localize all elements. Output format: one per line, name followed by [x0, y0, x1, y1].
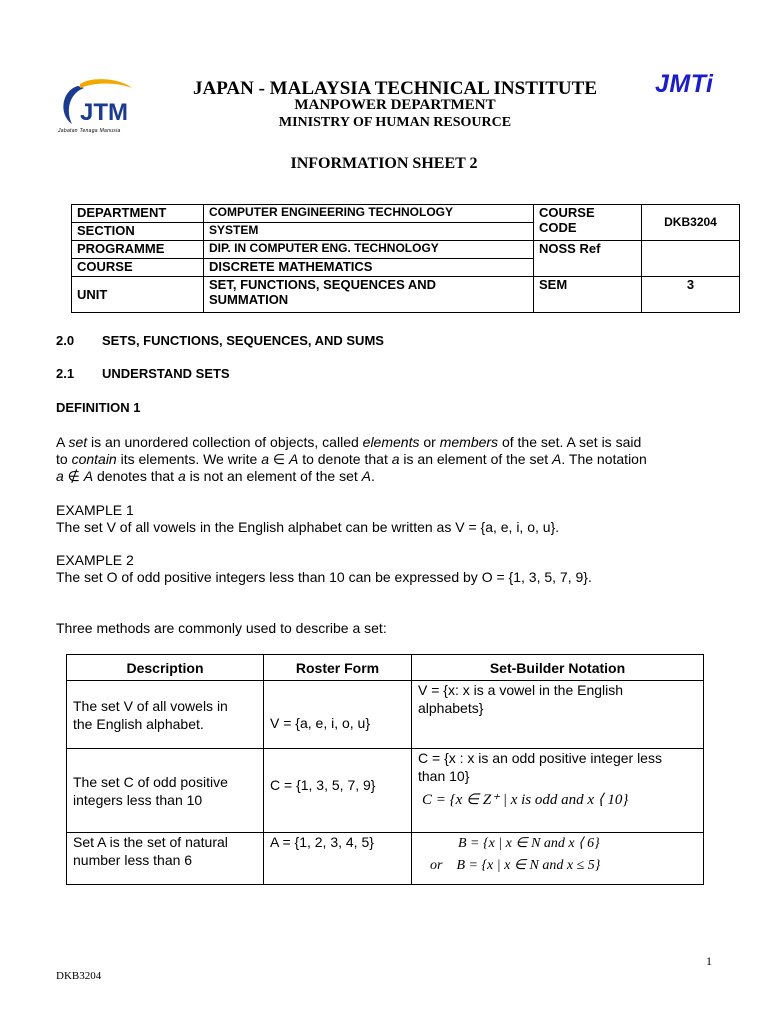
unit-value: SET, FUNCTIONS, SEQUENCES AND SUMMATION	[204, 277, 534, 313]
department-name: MANPOWER DEPARTMENT	[294, 97, 496, 113]
table-row	[67, 833, 704, 885]
noss-label: NOSS Ref	[534, 241, 642, 277]
example-1-text: The set V of all vowels in the English alphabet can be written as V = {a, e, i, o, u}.	[56, 519, 560, 535]
definition-line-1: A set is an unordered collection of objects, called elements or members of the set. A set is said	[56, 434, 642, 450]
row-2-description: The set C of odd positive integers less than 10	[67, 749, 264, 833]
definition-line-3: a ∉ A denotes that a is not an element of the set A.	[56, 468, 375, 484]
ministry-name: MINISTRY OF HUMAN RESOURCE	[278, 115, 512, 130]
sem-value: 3	[642, 277, 740, 313]
department-value: COMPUTER ENGINEERING TECHNOLOGY	[204, 205, 534, 223]
header-description: Description	[67, 655, 264, 681]
definition-paragraph	[56, 434, 736, 485]
programme-value: DIP. IN COMPUTER ENG. TECHNOLOGY	[204, 241, 534, 259]
section-2-0-title: SETS, FUNCTIONS, SEQUENCES, AND SUMS	[102, 333, 384, 348]
example-2-text: The set O of odd positive integers less than 10 can be expressed by O = {1, 3, 5, 7, 9}.	[56, 569, 592, 585]
section-2-0-number: 2.0	[56, 333, 75, 348]
row-3-builder	[412, 833, 704, 885]
example-2-heading: EXAMPLE 2	[56, 552, 134, 568]
row-1-builder: V = {x: x is a vowel in the English alphabets}	[412, 681, 704, 749]
set-methods-table	[66, 654, 704, 885]
noss-value	[642, 241, 740, 277]
row-3-roster: A = {1, 2, 3, 4, 5}	[264, 833, 412, 885]
section-2-1-title: UNDERSTAND SETS	[102, 366, 230, 381]
jmti-brand: JMTi	[655, 70, 714, 98]
sheet-title: INFORMATION SHEET 2	[290, 155, 478, 172]
logo-caption: Jabatan Tenaga Manusia	[58, 128, 121, 134]
row-1-roster: V = {a, e, i, o, u}	[264, 681, 412, 749]
footer-course-code: DKB3204	[56, 970, 102, 982]
page-number: 1	[706, 954, 712, 968]
course-code-value: DKB3204	[642, 205, 740, 241]
section-label: SECTION	[72, 223, 204, 241]
header-set-builder: Set-Builder Notation	[412, 655, 704, 681]
sem-label: SEM	[534, 277, 642, 313]
section-2-1-number: 2.1	[56, 366, 75, 381]
row-3-builder-math-2: or B = {x | x ∈ N and x ≤ 5}	[430, 858, 601, 873]
table-row	[67, 749, 704, 833]
unit-label: UNIT	[72, 277, 204, 313]
example-1-heading: EXAMPLE 1	[56, 502, 134, 518]
course-info-table	[71, 204, 740, 313]
definition-line-2: to contain its elements. We write a ∈ A to denote that a is an element of the set A. The notation	[56, 451, 647, 467]
department-label: DEPARTMENT	[72, 205, 204, 223]
section-value: SYSTEM	[204, 223, 534, 241]
definition-heading: DEFINITION 1	[56, 400, 141, 415]
row-3-builder-math-1: B = {x | x ∈ N and x ⟨ 6}	[458, 836, 600, 851]
course-label: COURSE	[72, 259, 204, 277]
row-2-roster: C = {1, 3, 5, 7, 9}	[264, 749, 412, 833]
row-2-builder: C = {x : x is an odd positive integer less than 10} C = {x ∈ Z⁺ | x is odd and x ⟨ 10}	[412, 749, 704, 833]
methods-intro: Three methods are commonly used to describe a set:	[56, 620, 387, 636]
course-value: DISCRETE MATHEMATICS	[204, 259, 534, 277]
header-roster: Roster Form	[264, 655, 412, 681]
table-row	[67, 681, 704, 749]
logo-text: JTM	[80, 99, 128, 126]
institute-name: JAPAN - MALAYSIA TECHNICAL INSTITUTE	[192, 78, 598, 99]
row-2-builder-math: C = {x ∈ Z⁺ | x is odd and x ⟨ 10}	[422, 792, 629, 808]
row-1-description: The set V of all vowels in the English alphabet.	[67, 681, 264, 749]
row-3-description: Set A is the set of natural number less than 6	[67, 833, 264, 885]
programme-label: PROGRAMME	[72, 241, 204, 259]
course-code-label: COURSE CODE	[534, 205, 642, 241]
